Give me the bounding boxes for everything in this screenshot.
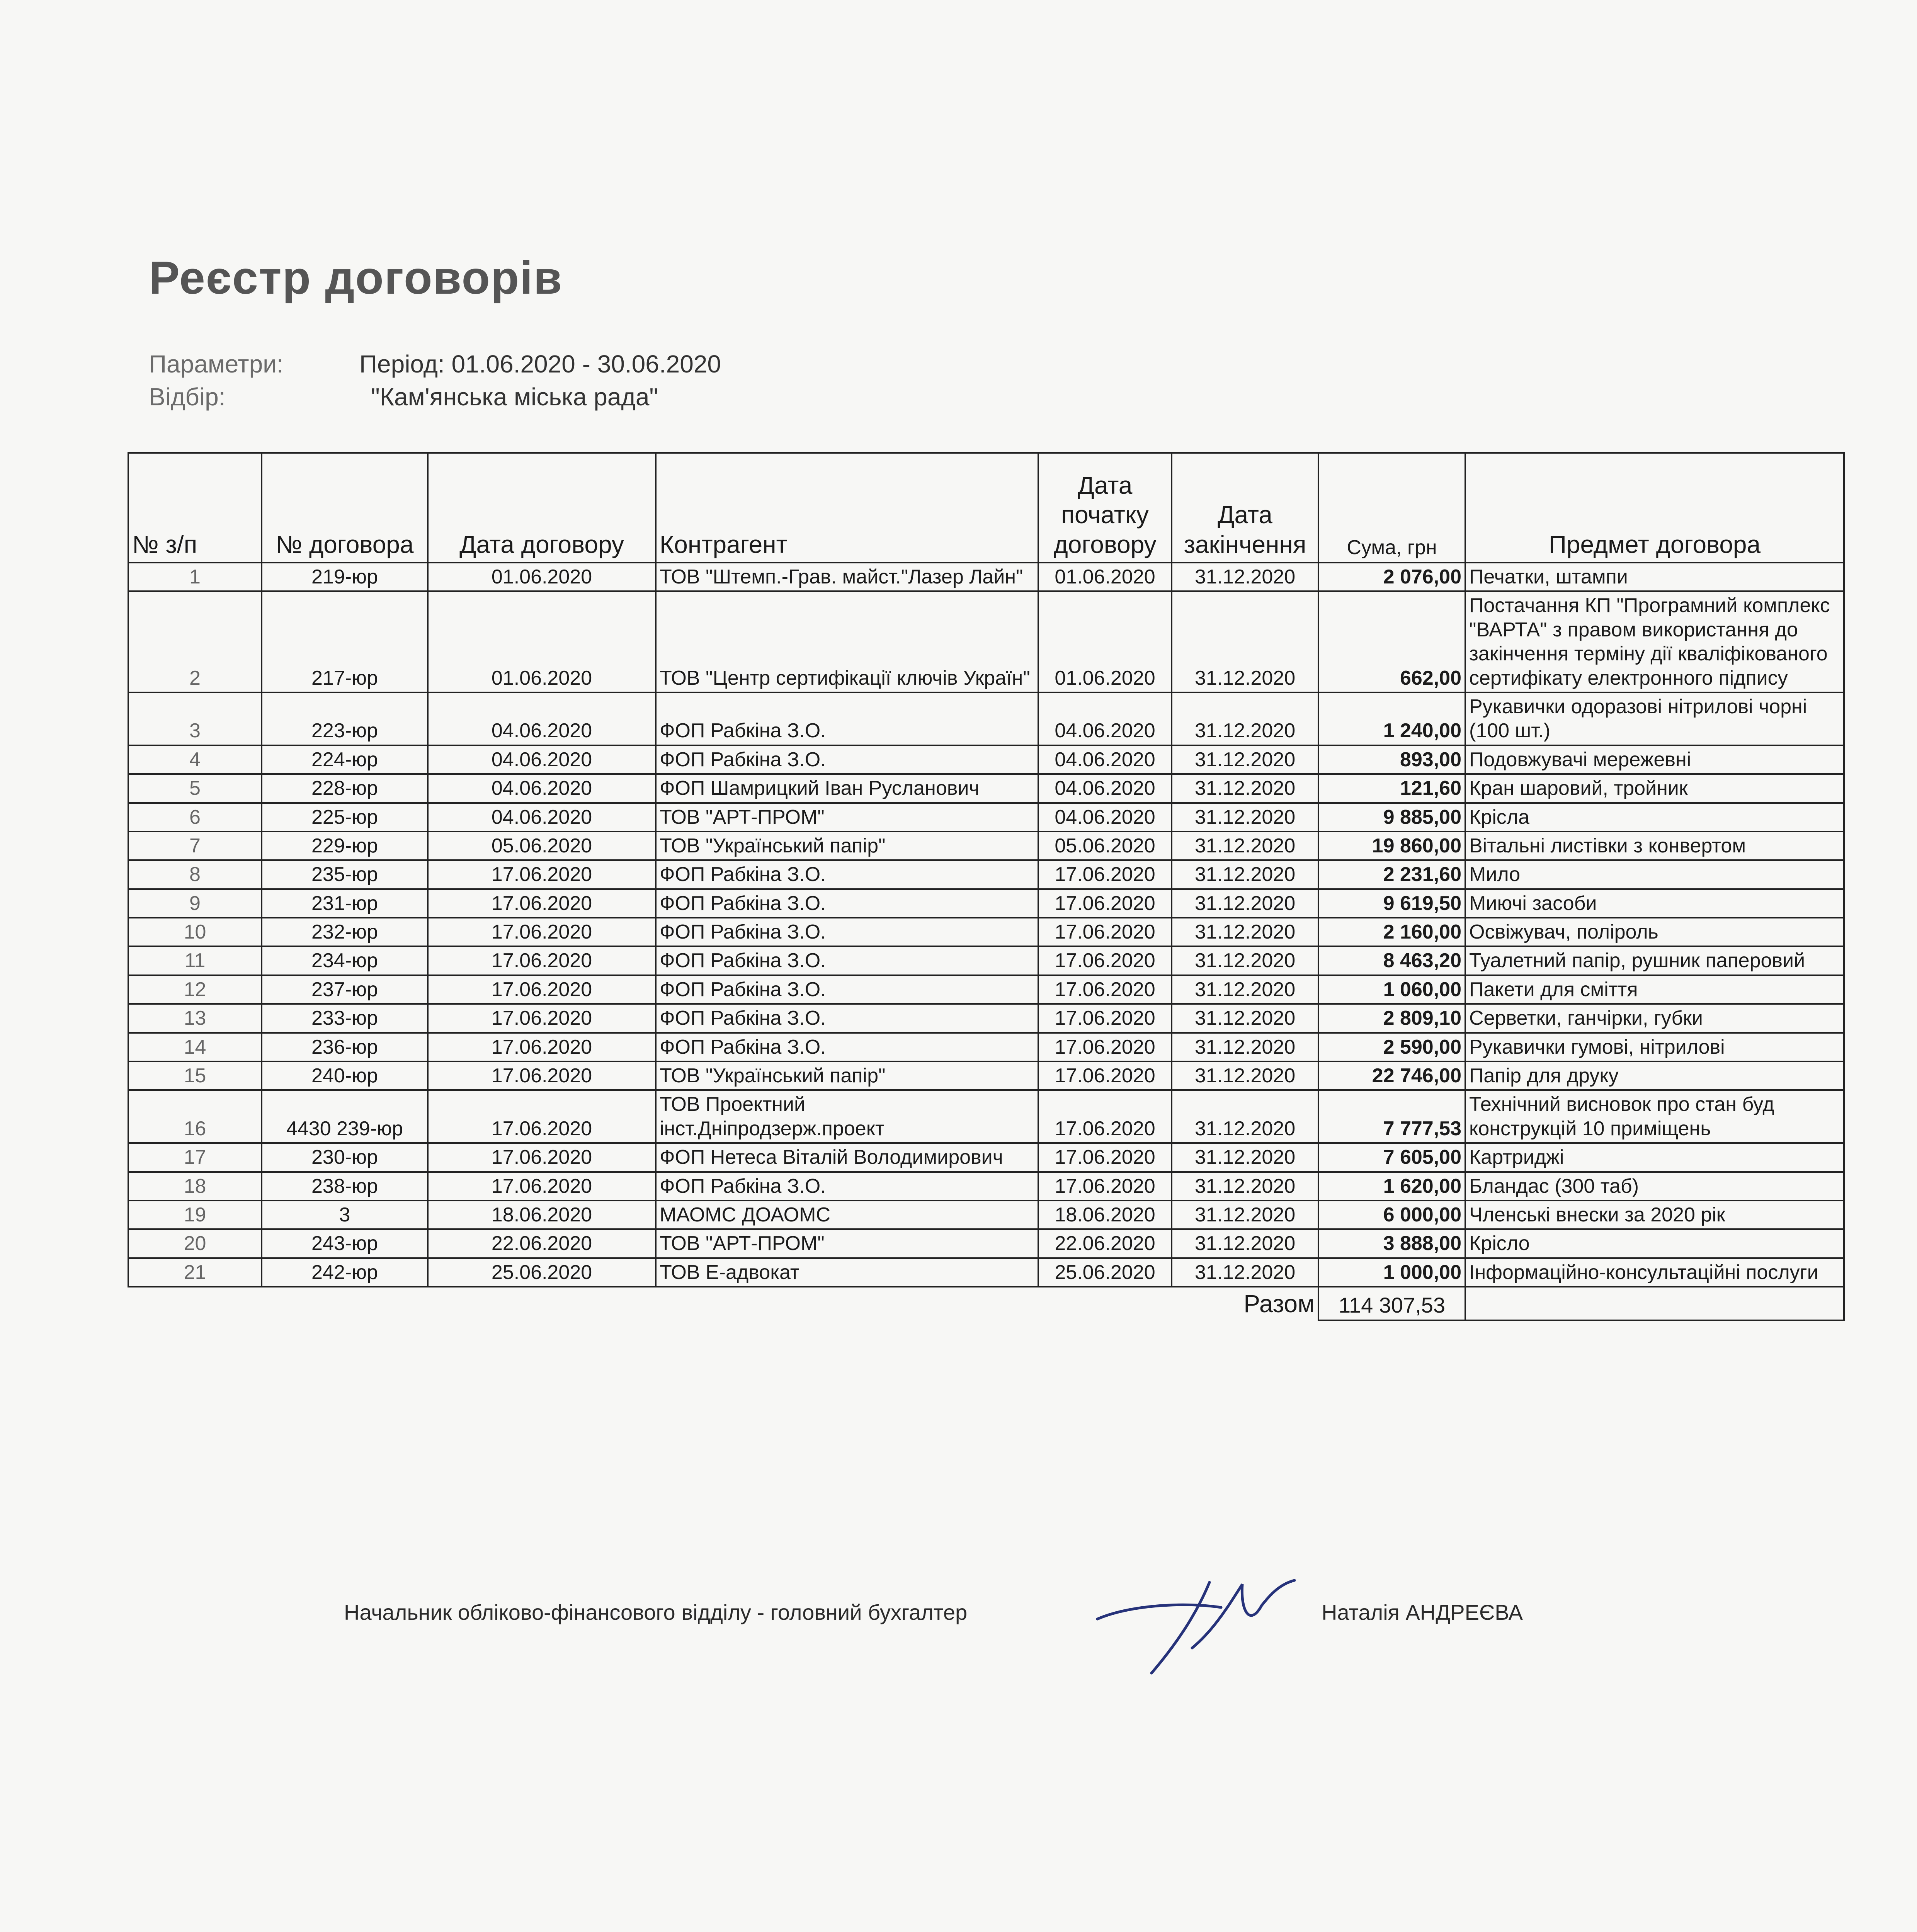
cell-subject: Рукавички гумові, нітрилові [1465,1033,1844,1061]
signer-name: Наталія АНДРЕЄВА [1322,1600,1523,1624]
cell-contract-date: 17.06.2020 [428,1004,656,1032]
cell-subject: Бландас (300 таб) [1465,1172,1844,1201]
table-row [128,803,1844,832]
table-row [128,1061,1844,1090]
cell-contract-number: 4430 239-юр [262,1090,428,1143]
cell-counterparty: ФОП Рабкіна З.О. [656,860,1038,889]
cell-end-date: 31.12.2020 [1172,1143,1318,1172]
table-row [128,1143,1844,1172]
cell-idx: 6 [128,803,262,832]
cell-contract-date: 04.06.2020 [428,774,656,803]
cell-start-date: 18.06.2020 [1038,1201,1172,1229]
cell-subject: Крісло [1465,1229,1844,1258]
cell-contract-date: 22.06.2020 [428,1229,656,1258]
cell-contract-date: 17.06.2020 [428,1172,656,1201]
cell-contract-number: 232-юр [262,918,428,946]
cell-contract-number: 3 [262,1201,428,1229]
cell-start-date: 17.06.2020 [1038,1143,1172,1172]
cell-end-date: 31.12.2020 [1172,1201,1318,1229]
cell-contract-date: 17.06.2020 [428,1090,656,1143]
cell-idx: 3 [128,692,262,745]
cell-contract-date: 18.06.2020 [428,1201,656,1229]
cell-start-date: 04.06.2020 [1038,774,1172,803]
total-row [128,1287,1844,1320]
cell-sum: 1 240,00 [1318,692,1465,745]
cell-contract-date: 17.06.2020 [428,1061,656,1090]
cell-contract-number: 236-юр [262,1033,428,1061]
cell-start-date: 17.06.2020 [1038,1033,1172,1061]
cell-start-date: 17.06.2020 [1038,975,1172,1004]
cell-sum: 19 860,00 [1318,832,1465,860]
cell-subject: Постачання КП "Програмний комплекс "ВАРТА" з правом використання до закінчення терміну дії кваліфікованого сертифікату електронного підпису [1465,591,1844,692]
cell-sum: 6 000,00 [1318,1201,1465,1229]
cell-sum: 2 231,60 [1318,860,1465,889]
cell-subject: Туалетний папір, рушник паперовий [1465,946,1844,975]
cell-start-date: 17.06.2020 [1038,1061,1172,1090]
cell-end-date: 31.12.2020 [1172,563,1318,591]
cell-counterparty: ФОП Рабкіна З.О. [656,1033,1038,1061]
header-subject: Предмет договора [1465,453,1844,563]
cell-counterparty: ФОП Рабкіна З.О. [656,1004,1038,1032]
header-party: Контрагент [656,453,1038,563]
cell-counterparty: ФОП Рабкіна З.О. [656,918,1038,946]
cell-sum: 2 160,00 [1318,918,1465,946]
cell-contract-date: 04.06.2020 [428,692,656,745]
cell-contract-date: 17.06.2020 [428,918,656,946]
cell-start-date: 04.06.2020 [1038,745,1172,774]
cell-counterparty: ФОП Рабкіна З.О. [656,692,1038,745]
cell-idx: 10 [128,918,262,946]
table-row [128,1033,1844,1061]
cell-subject: Подовжувачі мережевні [1465,745,1844,774]
cell-end-date: 31.12.2020 [1172,1004,1318,1032]
cell-contract-number: 219-юр [262,563,428,591]
table-row [128,591,1844,692]
cell-counterparty: ФОП Рабкіна З.О. [656,745,1038,774]
cell-subject: Кран шаровий, тройник [1465,774,1844,803]
cell-contract-date: 25.06.2020 [428,1258,656,1287]
cell-counterparty: ТОВ "Український папір" [656,1061,1038,1090]
total-empty-cell [1465,1287,1844,1320]
cell-subject: Серветки, ганчірки, губки [1465,1004,1844,1032]
cell-sum: 9 619,50 [1318,889,1465,918]
cell-end-date: 31.12.2020 [1172,803,1318,832]
cell-subject: Членські внески за 2020 рік [1465,1201,1844,1229]
cell-counterparty: ФОП Нетеса Віталій Володимирович [656,1143,1038,1172]
cell-sum: 2 076,00 [1318,563,1465,591]
cell-start-date: 01.06.2020 [1038,563,1172,591]
cell-sum: 893,00 [1318,745,1465,774]
filter-label: Відбір: [149,383,226,411]
document-title: Реєстр договорів [149,252,563,304]
cell-contract-number: 237-юр [262,975,428,1004]
table-row [128,860,1844,889]
cell-counterparty: ФОП Рабкіна З.О. [656,889,1038,918]
cell-contract-number: 243-юр [262,1229,428,1258]
cell-end-date: 31.12.2020 [1172,774,1318,803]
cell-sum: 2 809,10 [1318,1004,1465,1032]
cell-sum: 3 888,00 [1318,1229,1465,1258]
cell-counterparty: ТОВ "АРТ-ПРОМ" [656,1229,1038,1258]
cell-counterparty: ФОП Рабкіна З.О. [656,975,1038,1004]
cell-counterparty: ТОВ "АРТ-ПРОМ" [656,803,1038,832]
cell-idx: 19 [128,1201,262,1229]
cell-idx: 11 [128,946,262,975]
cell-contract-number: 240-юр [262,1061,428,1090]
cell-idx: 4 [128,745,262,774]
cell-contract-number: 242-юр [262,1258,428,1287]
table-row [128,1229,1844,1258]
cell-start-date: 25.06.2020 [1038,1258,1172,1287]
cell-contract-number: 233-юр [262,1004,428,1032]
cell-subject: Освіжувач, поліроль [1465,918,1844,946]
cell-idx: 13 [128,1004,262,1032]
cell-end-date: 31.12.2020 [1172,1172,1318,1201]
cell-start-date: 17.06.2020 [1038,860,1172,889]
cell-contract-date: 01.06.2020 [428,591,656,692]
cell-start-date: 04.06.2020 [1038,692,1172,745]
cell-contract-number: 238-юр [262,1172,428,1201]
table-row [128,889,1844,918]
cell-contract-date: 17.06.2020 [428,1033,656,1061]
header-date: Дата договору [428,453,656,563]
cell-contract-number: 225-юр [262,803,428,832]
cell-contract-number: 234-юр [262,946,428,975]
cell-contract-number: 217-юр [262,591,428,692]
cell-end-date: 31.12.2020 [1172,1061,1318,1090]
cell-end-date: 31.12.2020 [1172,889,1318,918]
cell-end-date: 31.12.2020 [1172,1033,1318,1061]
total-sum: 114 307,53 [1318,1287,1465,1320]
cell-start-date: 04.06.2020 [1038,803,1172,832]
cell-idx: 14 [128,1033,262,1061]
cell-counterparty: ФОП Рабкіна З.О. [656,1172,1038,1201]
cell-contract-number: 224-юр [262,745,428,774]
cell-sum: 2 590,00 [1318,1033,1465,1061]
table-row [128,1258,1844,1287]
cell-end-date: 31.12.2020 [1172,1229,1318,1258]
cell-counterparty: ТОВ "Український папір" [656,832,1038,860]
cell-subject: Інформаційно-консультаційні послуги [1465,1258,1844,1287]
cell-sum: 1 620,00 [1318,1172,1465,1201]
cell-end-date: 31.12.2020 [1172,1258,1318,1287]
cell-idx: 16 [128,1090,262,1143]
total-label: Разом [1243,1290,1315,1318]
cell-contract-date: 01.06.2020 [428,563,656,591]
cell-counterparty: МАОМС ДОАОМС [656,1201,1038,1229]
cell-contract-date: 04.06.2020 [428,745,656,774]
cell-sum: 22 746,00 [1318,1061,1465,1090]
cell-idx: 12 [128,975,262,1004]
cell-contract-date: 17.06.2020 [428,975,656,1004]
table-row [128,745,1844,774]
cell-sum: 1 000,00 [1318,1258,1465,1287]
parameters-label: Параметри: [149,350,284,378]
cell-idx: 18 [128,1172,262,1201]
period-value: Період: 01.06.2020 - 30.06.2020 [359,350,721,378]
table-row [128,1201,1844,1229]
cell-sum: 7 777,53 [1318,1090,1465,1143]
cell-start-date: 22.06.2020 [1038,1229,1172,1258]
cell-end-date: 31.12.2020 [1172,860,1318,889]
cell-start-date: 17.06.2020 [1038,889,1172,918]
cell-subject: Рукавички одоразові нітрилові чорні (100 шт.) [1465,692,1844,745]
cell-start-date: 17.06.2020 [1038,1004,1172,1032]
cell-contract-number: 229-юр [262,832,428,860]
header-start-date: Дата початку договору [1038,453,1172,563]
cell-sum: 121,60 [1318,774,1465,803]
cell-start-date: 17.06.2020 [1038,946,1172,975]
cell-idx: 2 [128,591,262,692]
cell-contract-number: 235-юр [262,860,428,889]
cell-end-date: 31.12.2020 [1172,918,1318,946]
table-row [128,692,1844,745]
header-number: № договора [262,453,428,563]
signer-position: Начальник обліково-фінансового відділу - головний бухгалтер [344,1600,968,1624]
cell-contract-number: 230-юр [262,1143,428,1172]
cell-contract-date: 17.06.2020 [428,946,656,975]
table-row [128,832,1844,860]
table-row [128,1004,1844,1032]
cell-subject: Печатки, штампи [1465,563,1844,591]
cell-subject: Мило [1465,860,1844,889]
table-row [128,918,1844,946]
cell-subject: Пакети для сміття [1465,975,1844,1004]
cell-subject: Технічний висновок про стан буд конструкцій 10 приміщень [1465,1090,1844,1143]
cell-counterparty: ТОВ "Штемп.-Грав. майст."Лазер Лайн" [656,563,1038,591]
table-body [128,563,1844,1287]
cell-counterparty: ТОВ Проектний інст.Дніпродзерж.проект [656,1090,1038,1143]
cell-start-date: 17.06.2020 [1038,1172,1172,1201]
header-sum: Сума, грн [1318,453,1465,563]
table-row [128,1090,1844,1143]
cell-subject: Вітальні листівки з конвертом [1465,832,1844,860]
cell-idx: 21 [128,1258,262,1287]
table-header-row [128,453,1844,563]
table-row [128,975,1844,1004]
header-end-date: Дата закінчення [1172,453,1318,563]
cell-start-date: 17.06.2020 [1038,1090,1172,1143]
cell-counterparty: ФОП Рабкіна З.О. [656,946,1038,975]
cell-contract-number: 231-юр [262,889,428,918]
table-row [128,563,1844,591]
cell-end-date: 31.12.2020 [1172,745,1318,774]
cell-sum: 8 463,20 [1318,946,1465,975]
cell-idx: 1 [128,563,262,591]
cell-subject: Крісла [1465,803,1844,832]
cell-end-date: 31.12.2020 [1172,975,1318,1004]
cell-sum: 9 885,00 [1318,803,1465,832]
cell-start-date: 01.06.2020 [1038,591,1172,692]
handwritten-signature [1094,1569,1302,1677]
cell-sum: 7 605,00 [1318,1143,1465,1172]
cell-end-date: 31.12.2020 [1172,832,1318,860]
cell-subject: Картриджі [1465,1143,1844,1172]
cell-counterparty: ТОВ "Центр сертифікації ключів Україн" [656,591,1038,692]
cell-contract-number: 228-юр [262,774,428,803]
cell-subject: Папір для друку [1465,1061,1844,1090]
cell-idx: 7 [128,832,262,860]
cell-sum: 1 060,00 [1318,975,1465,1004]
table-row [128,1172,1844,1201]
cell-contract-date: 17.06.2020 [428,1143,656,1172]
cell-idx: 8 [128,860,262,889]
cell-end-date: 31.12.2020 [1172,946,1318,975]
table-row [128,774,1844,803]
contracts-table [128,452,1845,1321]
cell-contract-date: 17.06.2020 [428,860,656,889]
cell-counterparty: ФОП Шамрицкий Іван Русланович [656,774,1038,803]
cell-sum: 662,00 [1318,591,1465,692]
cell-end-date: 31.12.2020 [1172,692,1318,745]
cell-contract-date: 05.06.2020 [428,832,656,860]
cell-idx: 20 [128,1229,262,1258]
cell-idx: 9 [128,889,262,918]
cell-idx: 15 [128,1061,262,1090]
cell-subject: Миючі засоби [1465,889,1844,918]
cell-contract-date: 17.06.2020 [428,889,656,918]
cell-counterparty: ТОВ Е-адвокат [656,1258,1038,1287]
cell-idx: 17 [128,1143,262,1172]
cell-start-date: 05.06.2020 [1038,832,1172,860]
table-row [128,946,1844,975]
cell-end-date: 31.12.2020 [1172,591,1318,692]
cell-contract-date: 04.06.2020 [428,803,656,832]
header-idx: № з/п [128,453,262,563]
cell-idx: 5 [128,774,262,803]
cell-end-date: 31.12.2020 [1172,1090,1318,1143]
cell-start-date: 17.06.2020 [1038,918,1172,946]
cell-contract-number: 223-юр [262,692,428,745]
filter-value: "Кам'янська міська рада" [371,383,658,411]
